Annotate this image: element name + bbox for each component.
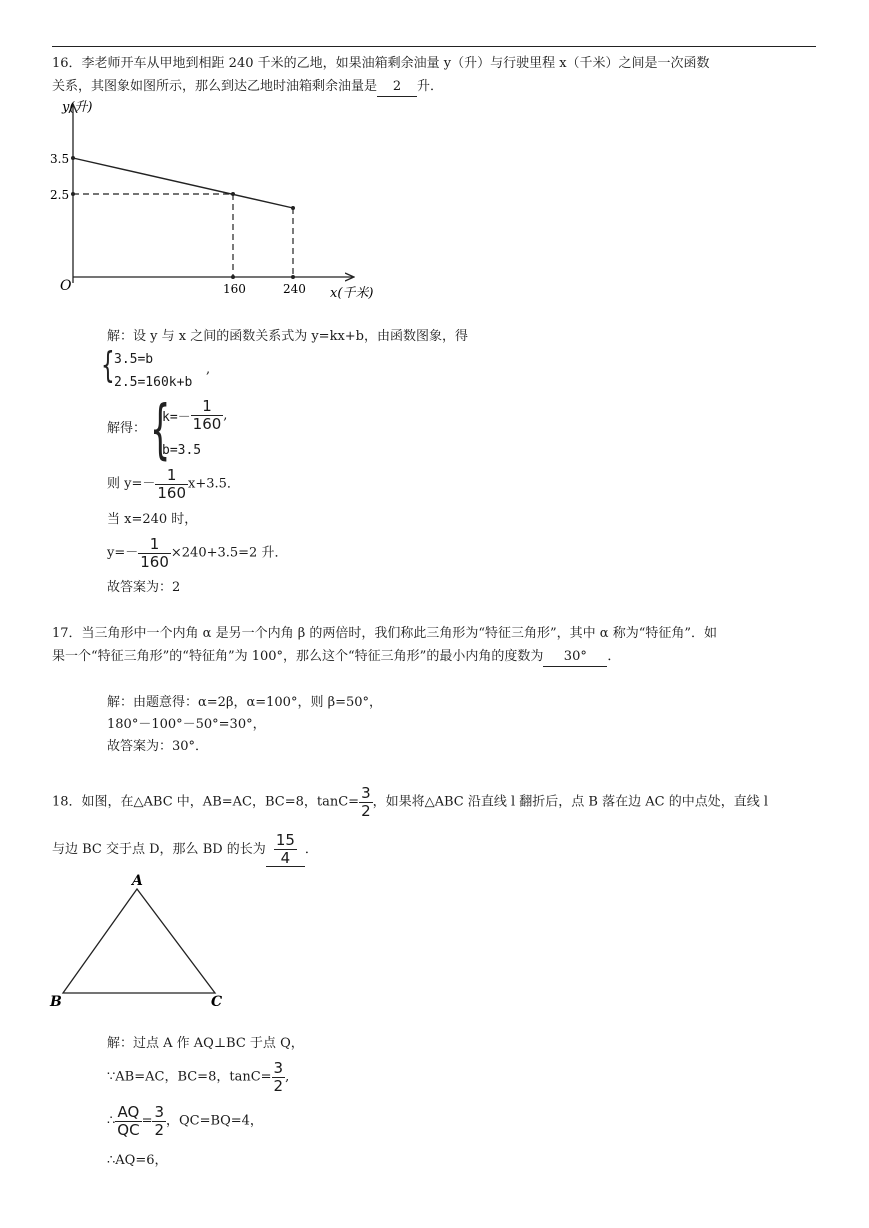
- q16-text-line2: [52, 78, 443, 97]
- q16-sys2-k-num: 1: [191, 399, 224, 416]
- q16-line2-pre: 关系，其图象如图所示，那么到达乙地时油箱剩余油量是: [52, 79, 378, 94]
- q18-line2-post: ．: [304, 842, 318, 857]
- q17-answer: 30°: [543, 648, 607, 667]
- q18-label-A: A: [132, 873, 143, 889]
- q16-sys2-k-post: ,: [223, 408, 228, 423]
- q18-sol-2-den: 2: [273, 1077, 284, 1095]
- q18-sol-3-frac2: [152, 1105, 166, 1138]
- q16-sol-5: [107, 537, 287, 570]
- q16-function-line: [73, 158, 293, 208]
- q16-sol-5-frac: [138, 537, 171, 570]
- q17-text-line2: [52, 648, 620, 667]
- q16-point-160: [231, 192, 235, 196]
- q18-label-B: B: [50, 994, 62, 1010]
- q18-sol-1: 解：过点 A 作 AQ⊥BC 于点 Q，: [107, 1036, 304, 1051]
- q16-sol-1: 解：设 y 与 x 之间的函数关系式为 y=kx+b，由函数图象，得: [107, 329, 468, 344]
- q17-line2-post: ．: [607, 649, 621, 664]
- q16-sol-label: 解得：: [107, 421, 147, 436]
- q18-answer-num: 15: [275, 831, 295, 849]
- q18-sol-2-post: ,: [285, 1069, 290, 1085]
- q18-sol-3: [107, 1105, 263, 1138]
- q16-y-axis-label: y(升): [62, 100, 93, 115]
- q18-sol-3-num2: 3: [154, 1103, 165, 1121]
- q16-sol-3-pre: 则 y=－: [107, 476, 156, 492]
- q16-sol-6: 故答案为：2: [107, 580, 181, 595]
- q16-answer: 2: [377, 78, 417, 97]
- q18-triangle: [63, 889, 215, 993]
- q16-sol-3-den: 160: [157, 484, 187, 502]
- q18-sol-3-frac1: [115, 1105, 141, 1138]
- q18-sol-3-den2: 2: [154, 1121, 165, 1139]
- top-divider: [52, 46, 816, 47]
- q18-triangle-figure: [45, 870, 245, 1015]
- q18-sol-4: ∴AQ=6，: [107, 1153, 168, 1168]
- q18-tan-den: 2: [361, 802, 371, 820]
- q17-line2-pre: 果一个“特征三角形”的“特征角”为 100°，那么这个“特征三角形”的最小内角的度数为: [52, 649, 544, 664]
- q18-answer: [266, 833, 305, 867]
- q18-sol-2-num: 3: [273, 1059, 284, 1077]
- q16-sys2-b: b=3.5: [162, 443, 202, 458]
- q16-ytick-25: 2.5: [50, 188, 70, 202]
- q16-origin-label: O: [60, 278, 72, 294]
- q16-sys2-k: [162, 399, 227, 432]
- q18-sol-3-eq: =: [141, 1113, 153, 1129]
- q16-line2-post: 升．: [417, 79, 444, 94]
- q17-sol-2: 180°－100°－50°=30°，: [107, 717, 266, 732]
- q16-sys2-brace: {: [150, 393, 171, 467]
- q18-line1-post: ，如果将△ABC 沿直线 l 翻折后，点 B 落在边 AC 的中点处，直线 l: [372, 794, 768, 810]
- q18-line2-pre: 与边 BC 交于点 D，那么 BD 的长为: [52, 842, 266, 857]
- q18-sol-2-frac: [272, 1061, 286, 1094]
- q16-sol-3-frac: [155, 468, 188, 501]
- q16-sys1-brace: {: [101, 345, 115, 386]
- q18-tan-num: 3: [361, 784, 371, 802]
- q17-sol-1: 解：由题意得：α=2β，α=100°，则 β=50°，: [107, 695, 383, 710]
- q16-ytick-35: 3.5: [50, 152, 70, 166]
- q18-sol-3-num1: AQ: [115, 1105, 141, 1122]
- q18-line1-pre: 18．如图，在△ABC 中，AB=AC，BC=8，tanC=: [52, 794, 360, 810]
- q18-text-line2: [52, 833, 318, 867]
- q18-sol-3-den1: QC: [117, 1121, 140, 1139]
- q18-tan-frac: [359, 786, 373, 819]
- q16-sol-3-num: 1: [155, 468, 188, 485]
- q16-point-start: [71, 156, 75, 160]
- q16-sys2-k-frac: [191, 399, 224, 432]
- q18-label-C: C: [211, 994, 223, 1010]
- q16-text-line1: 16．李老师开车从甲地到相距 240 千米的乙地，如果油箱剩余油量 y（升）与行驶里程 x（千米）之间是一次函数: [52, 56, 710, 71]
- q18-sol-3-pre: ∴: [107, 1113, 116, 1129]
- q16-sys2-k-pre: k=－: [162, 410, 191, 425]
- q16-xtick-240: 240: [283, 282, 306, 296]
- q16-sol-5-pre: y=－: [107, 545, 139, 561]
- q16-sol-4: 当 x=240 时，: [107, 512, 198, 527]
- q16-sol-5-num: 1: [138, 537, 171, 554]
- q17-text-line1: 17．当三角形中一个内角 α 是另一个内角 β 的两倍时，我们称此三角形为“特征三角形”，其中 α 称为“特征角”．如: [52, 626, 717, 641]
- q18-sol-2: [107, 1061, 289, 1094]
- q18-text-line1: [52, 786, 768, 819]
- q16-graph: [50, 97, 390, 307]
- q16-sys1-eq1: 3.5=b: [114, 352, 154, 367]
- q16-sol-5-den: 160: [140, 553, 169, 571]
- q18-answer-frac: [274, 833, 297, 866]
- q16-x-axis-label: x(千米): [330, 286, 374, 301]
- q16-sys1-comma: ,: [206, 362, 211, 377]
- q16-point-x160: [231, 275, 235, 279]
- q16-xtick-160: 160: [223, 282, 246, 296]
- q16-point-y25: [71, 192, 75, 196]
- q16-point-240: [291, 206, 295, 210]
- q17-sol-3: 故答案为：30°．: [107, 739, 209, 754]
- q16-point-x240: [291, 275, 295, 279]
- q18-sol-2-pre: ∵AB=AC，BC=8，tanC=: [107, 1069, 272, 1085]
- q16-sol-3: [107, 468, 240, 501]
- q16-sys1-eq2: 2.5=160k+b: [114, 375, 193, 390]
- q16-sol-3-post: x+3.5．: [188, 476, 240, 492]
- q18-answer-den: 4: [280, 849, 291, 867]
- q16-sys2-k-den: 160: [192, 415, 222, 433]
- q18-sol-3-post: ，QC=BQ=4，: [166, 1113, 263, 1129]
- q16-sol-5-post: ×240+3.5=2 升．: [170, 545, 288, 561]
